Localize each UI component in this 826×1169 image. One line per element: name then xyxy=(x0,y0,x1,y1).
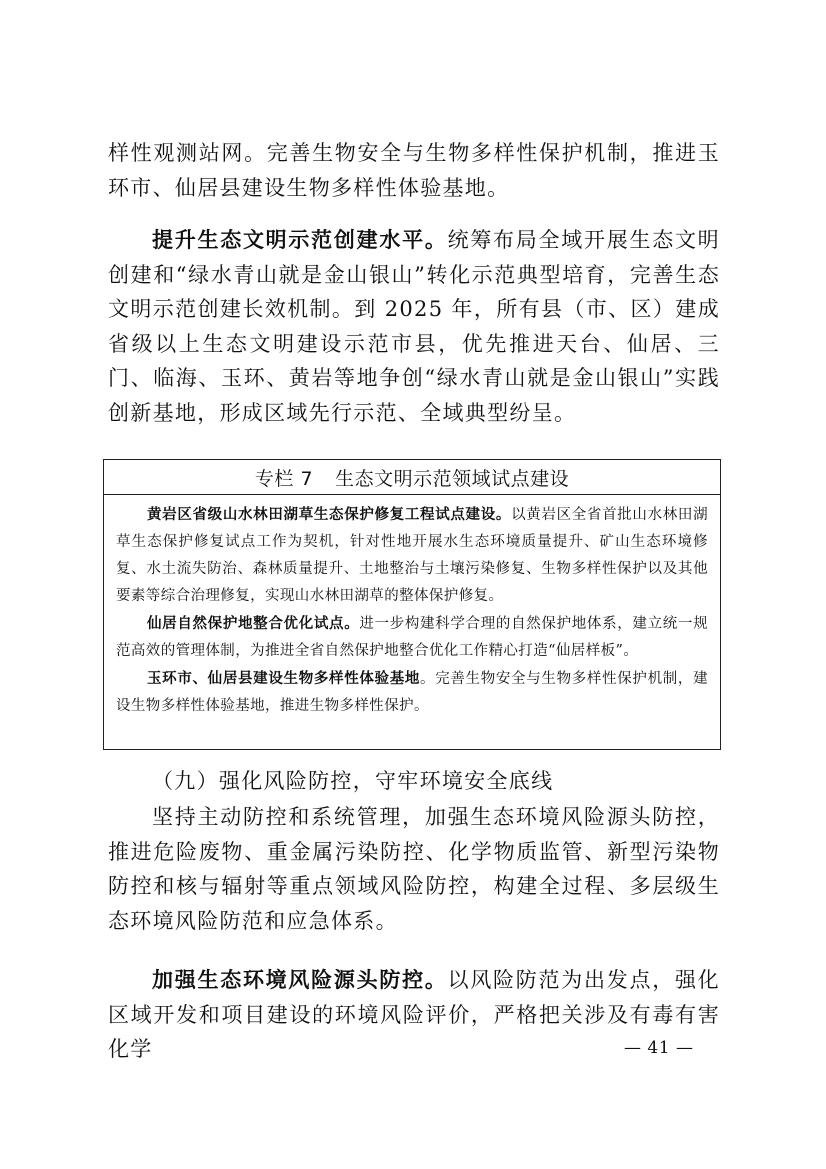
column-item-text: 以黄岩区全省首批山水林田湖草生态保护修复试点工作为契机，针对性地开展水生态环境质量提升、矿山生态环境修复、水土流失防治、森林质量提升、土地整治与土壤污染修复、生物多样性保护以及其他要素等综合治理修复，实现山水林田湖草的整体保护修复。 xyxy=(116,507,708,604)
paragraph-eco-civilization xyxy=(108,223,720,431)
paragraph-text: 统筹布局全域开展生态文明创建和“绿水青山就是金山银山”转化示范典型培育，完善生态文明示范创建长效机制。到 2025 年，所有县（市、区）建成省级以上生态文明建设示范市县，优先推进天台、仙居、三门、临海、玉环、黄岩等地争创“绿水青山就是金山银山”实践创新基地，形成区域先行示范、全域典型纷呈。 xyxy=(108,228,720,425)
paragraph-text: 坚持主动防控和系统管理，加强生态环境风险源头防控，推进危险废物、重金属污染防控、化学物质监管、新型污染物防控和核与辐射等重点领域风险防控，构建全过程、多层级生态环境风险防范和应急体系。 xyxy=(108,805,720,933)
column-item xyxy=(116,665,708,720)
column-number: 专栏 7 xyxy=(254,467,314,490)
column-item-bold: 黄岩区省级山水林田湖草生态保护修复工程试点建设。 xyxy=(147,506,512,523)
paragraph-lead-bold: 提升生态文明示范创建水平。 xyxy=(152,227,448,252)
page-number: — 41 — xyxy=(624,1038,694,1058)
paragraph-text: 样性观测站网。完善生物安全与生物多样性保护机制，推进玉环市、仙居县建设生物多样性体验基地。 xyxy=(108,141,720,200)
column-box-title xyxy=(104,460,720,495)
column-item xyxy=(116,610,708,665)
paragraph-text: 以风险防范为出发点，强化区域开发和项目建设的环境风险评价，严格把关涉及有毒有害化学 xyxy=(108,968,720,1062)
column-title: 生态文明示范领域试点建设 xyxy=(335,467,570,490)
column-box-body xyxy=(104,495,720,720)
column-box xyxy=(103,459,721,750)
section-heading: （九）强化风险防控，守牢环境安全底线 xyxy=(152,769,554,793)
column-item-text: 。完善生物安全与生物多样性保护机制，建设生物多样性体验基地，推进生物多样性保护。 xyxy=(116,671,708,714)
paragraph-biodiversity xyxy=(108,136,720,205)
paragraph-risk-control xyxy=(108,800,720,938)
column-item xyxy=(116,501,708,610)
paragraph-lead-bold: 加强生态环境风险源头防控。 xyxy=(152,967,448,992)
column-item-bold: 仙居自然保护地整合优化试点。 xyxy=(147,615,360,632)
column-item-bold: 玉环市、仙居县建设生物多样性体验基地 xyxy=(147,670,421,687)
column-item-text: 进一步构建科学合理的自然保护地体系，建立统一规范高效的管理体制，为推进全省自然保护地整合优化工作精心打造“仙居样板”。 xyxy=(116,616,708,659)
